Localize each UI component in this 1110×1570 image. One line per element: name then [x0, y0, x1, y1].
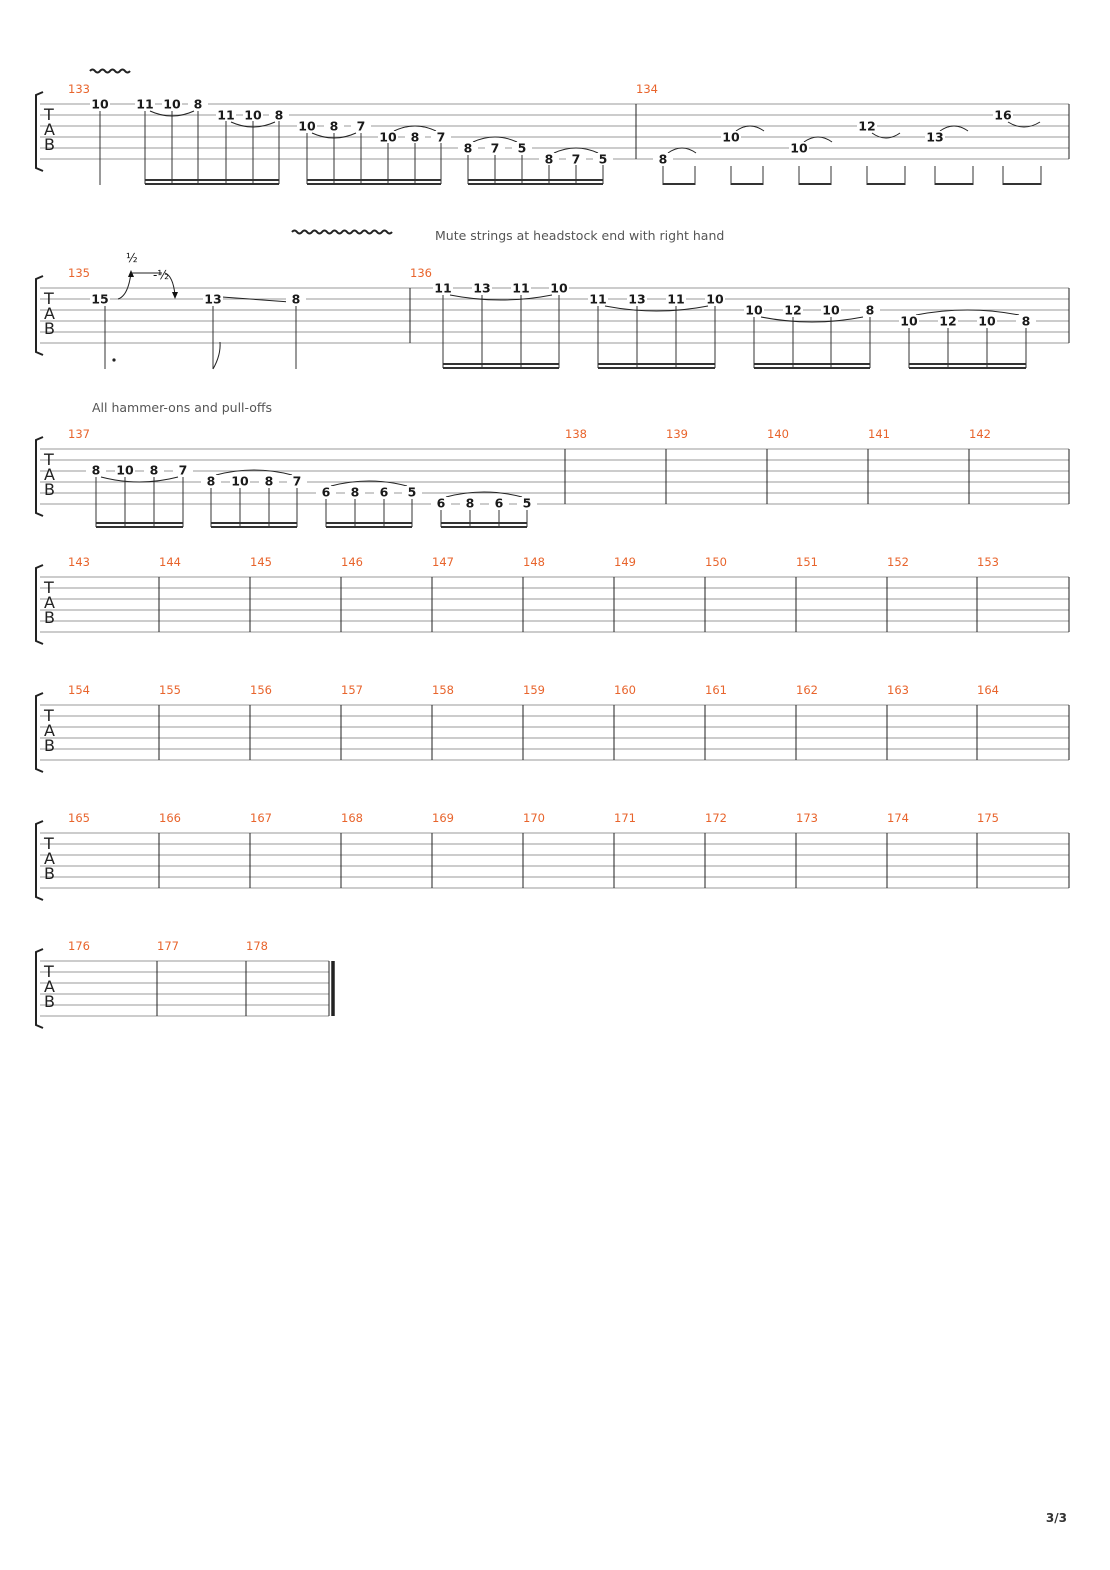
fret-number: 8: [658, 151, 668, 167]
tab-letter: B: [44, 480, 55, 499]
fret-number: 11: [136, 96, 154, 112]
fret-number: 13: [204, 291, 222, 307]
fret-number: 8: [544, 151, 554, 167]
bend-down-label: -½: [153, 268, 169, 282]
measure-number: 177: [157, 939, 179, 953]
staves: [36, 82, 1069, 1028]
fret-number: 10: [550, 280, 568, 296]
fret-number: 8: [264, 473, 274, 489]
fret-number: 8: [91, 462, 101, 478]
measure-number: 159: [523, 683, 545, 697]
fret-number: 10: [722, 129, 740, 145]
measure-number: 139: [666, 427, 688, 441]
tab-letter: A: [44, 593, 55, 612]
tab-letter: A: [44, 304, 55, 323]
measure-number: 160: [614, 683, 636, 697]
measure-number: 138: [565, 427, 587, 441]
fret-number: 10: [706, 291, 724, 307]
measure-number: 170: [523, 811, 545, 825]
measure-number: 136: [410, 266, 432, 280]
fret-number: 10: [822, 302, 840, 318]
measure-number: 164: [977, 683, 999, 697]
fret-number: 8: [329, 118, 339, 134]
slur: [804, 137, 832, 142]
fret-number: 6: [379, 484, 389, 500]
measure-number: 137: [68, 427, 90, 441]
fret-number: 8: [206, 473, 216, 489]
measure-number: 174: [887, 811, 909, 825]
fret-number: 5: [598, 151, 608, 167]
fret-number: 13: [473, 280, 491, 296]
notation-marks: [86, 70, 1041, 528]
fret-number: 7: [490, 140, 500, 156]
measure-number: 171: [614, 811, 636, 825]
tab-letter: T: [44, 962, 54, 981]
fret-number: 5: [407, 484, 417, 500]
fret-number: 8: [465, 495, 475, 511]
tab-letter: A: [44, 721, 55, 740]
fret-number: 10: [745, 302, 763, 318]
fret-number: 6: [321, 484, 331, 500]
fret-number: 10: [298, 118, 316, 134]
fret-number: 8: [350, 484, 360, 500]
measure-number: 161: [705, 683, 727, 697]
measure-number: 157: [341, 683, 363, 697]
measure-number: 166: [159, 811, 181, 825]
measure-number: 168: [341, 811, 363, 825]
fret-number: 10: [163, 96, 181, 112]
measure-number: 162: [796, 683, 818, 697]
measure-number: 158: [432, 683, 454, 697]
mute-instruction: Mute strings at headstock end with right hand: [435, 228, 725, 243]
fret-number: 10: [790, 140, 808, 156]
measure-number: 163: [887, 683, 909, 697]
measure-number: 167: [250, 811, 272, 825]
measure-number: 134: [636, 82, 658, 96]
fret-number: 13: [926, 129, 944, 145]
measure-number: 143: [68, 555, 90, 569]
fret-number: 7: [292, 473, 302, 489]
measure-number: 154: [68, 683, 90, 697]
tab-letter: B: [44, 135, 55, 154]
measure-number: 141: [868, 427, 890, 441]
measure-number: 153: [977, 555, 999, 569]
tab-letter: T: [44, 578, 54, 597]
slur: [940, 126, 968, 131]
vibrato-mark: [292, 231, 392, 234]
slur: [668, 148, 696, 153]
fret-number: 7: [356, 118, 366, 134]
fret-number: 6: [436, 495, 446, 511]
measure-number: 156: [250, 683, 272, 697]
measure-number: 169: [432, 811, 454, 825]
release-arrowhead: [172, 292, 178, 299]
slur: [736, 126, 764, 131]
measure-number: 175: [977, 811, 999, 825]
slur: [101, 477, 178, 482]
fret-number: 16: [994, 107, 1012, 123]
fret-number: 7: [178, 462, 188, 478]
fret-number: 7: [571, 151, 581, 167]
fret-number: 5: [517, 140, 527, 156]
tab-letter: B: [44, 992, 55, 1011]
measure-number: 178: [246, 939, 268, 953]
tab-letter: T: [44, 450, 54, 469]
tab-letter: T: [44, 834, 54, 853]
fret-number: 12: [858, 118, 876, 134]
fret-number: 7: [436, 129, 446, 145]
measure-number: 176: [68, 939, 90, 953]
fret-number: 10: [91, 96, 109, 112]
fret-number: 8: [291, 291, 301, 307]
tab-letter: B: [44, 608, 55, 627]
fret-number: 11: [667, 291, 685, 307]
fret-number: 8: [865, 302, 875, 318]
slur: [916, 310, 1019, 315]
fret-number: 6: [494, 495, 504, 511]
page-number: 3/3: [1045, 1511, 1067, 1525]
fret-number: 5: [522, 495, 532, 511]
fret-number: 8: [410, 129, 420, 145]
fret-number: 12: [939, 313, 957, 329]
fret-number: 11: [217, 107, 235, 123]
fret-number: 8: [193, 96, 203, 112]
tab-letter: T: [44, 706, 54, 725]
vibrato-mark: [90, 70, 130, 73]
measure-number: 147: [432, 555, 454, 569]
tab-letter: B: [44, 736, 55, 755]
grace-flag: [213, 342, 220, 369]
hammer-instruction: All hammer-ons and pull-offs: [92, 400, 273, 415]
measure-number: 173: [796, 811, 818, 825]
bend-up-label: ½: [126, 251, 138, 265]
measure-number: 142: [969, 427, 991, 441]
fret-number: 11: [434, 280, 452, 296]
measure-number: 172: [705, 811, 727, 825]
measure-number: 152: [887, 555, 909, 569]
tab-letter: T: [44, 289, 54, 308]
fret-number: 10: [116, 462, 134, 478]
fret-number: 10: [244, 107, 262, 123]
fret-number: 11: [512, 280, 530, 296]
dot: [112, 358, 115, 361]
fret-number: 8: [274, 107, 284, 123]
measure-number: 165: [68, 811, 90, 825]
fret-number: 8: [463, 140, 473, 156]
fret-number: 13: [628, 291, 646, 307]
fret-number: 12: [784, 302, 802, 318]
fret-number: 10: [900, 313, 918, 329]
tab-letter: T: [44, 105, 54, 124]
fret-number: 10: [231, 473, 249, 489]
tab-letter: A: [44, 120, 55, 139]
measure-number: 135: [68, 266, 90, 280]
tab-letter: B: [44, 319, 55, 338]
measure-number: 140: [767, 427, 789, 441]
measure-number: 144: [159, 555, 181, 569]
measure-number: 133: [68, 82, 90, 96]
fret-number: 15: [91, 291, 109, 307]
tab-letter: A: [44, 977, 55, 996]
fret-number: 11: [589, 291, 607, 307]
measure-number: 151: [796, 555, 818, 569]
measure-number: 155: [159, 683, 181, 697]
fret-number: 8: [1021, 313, 1031, 329]
measure-number: 145: [250, 555, 272, 569]
tab-letter: A: [44, 849, 55, 868]
fret-number: 8: [149, 462, 159, 478]
fret-number: 10: [379, 129, 397, 145]
measure-number: 146: [341, 555, 363, 569]
measure-number: 148: [523, 555, 545, 569]
tab-letter: A: [44, 465, 55, 484]
fret-number: 10: [978, 313, 996, 329]
measure-number: 149: [614, 555, 636, 569]
measure-number: 150: [705, 555, 727, 569]
tab-letter: B: [44, 864, 55, 883]
